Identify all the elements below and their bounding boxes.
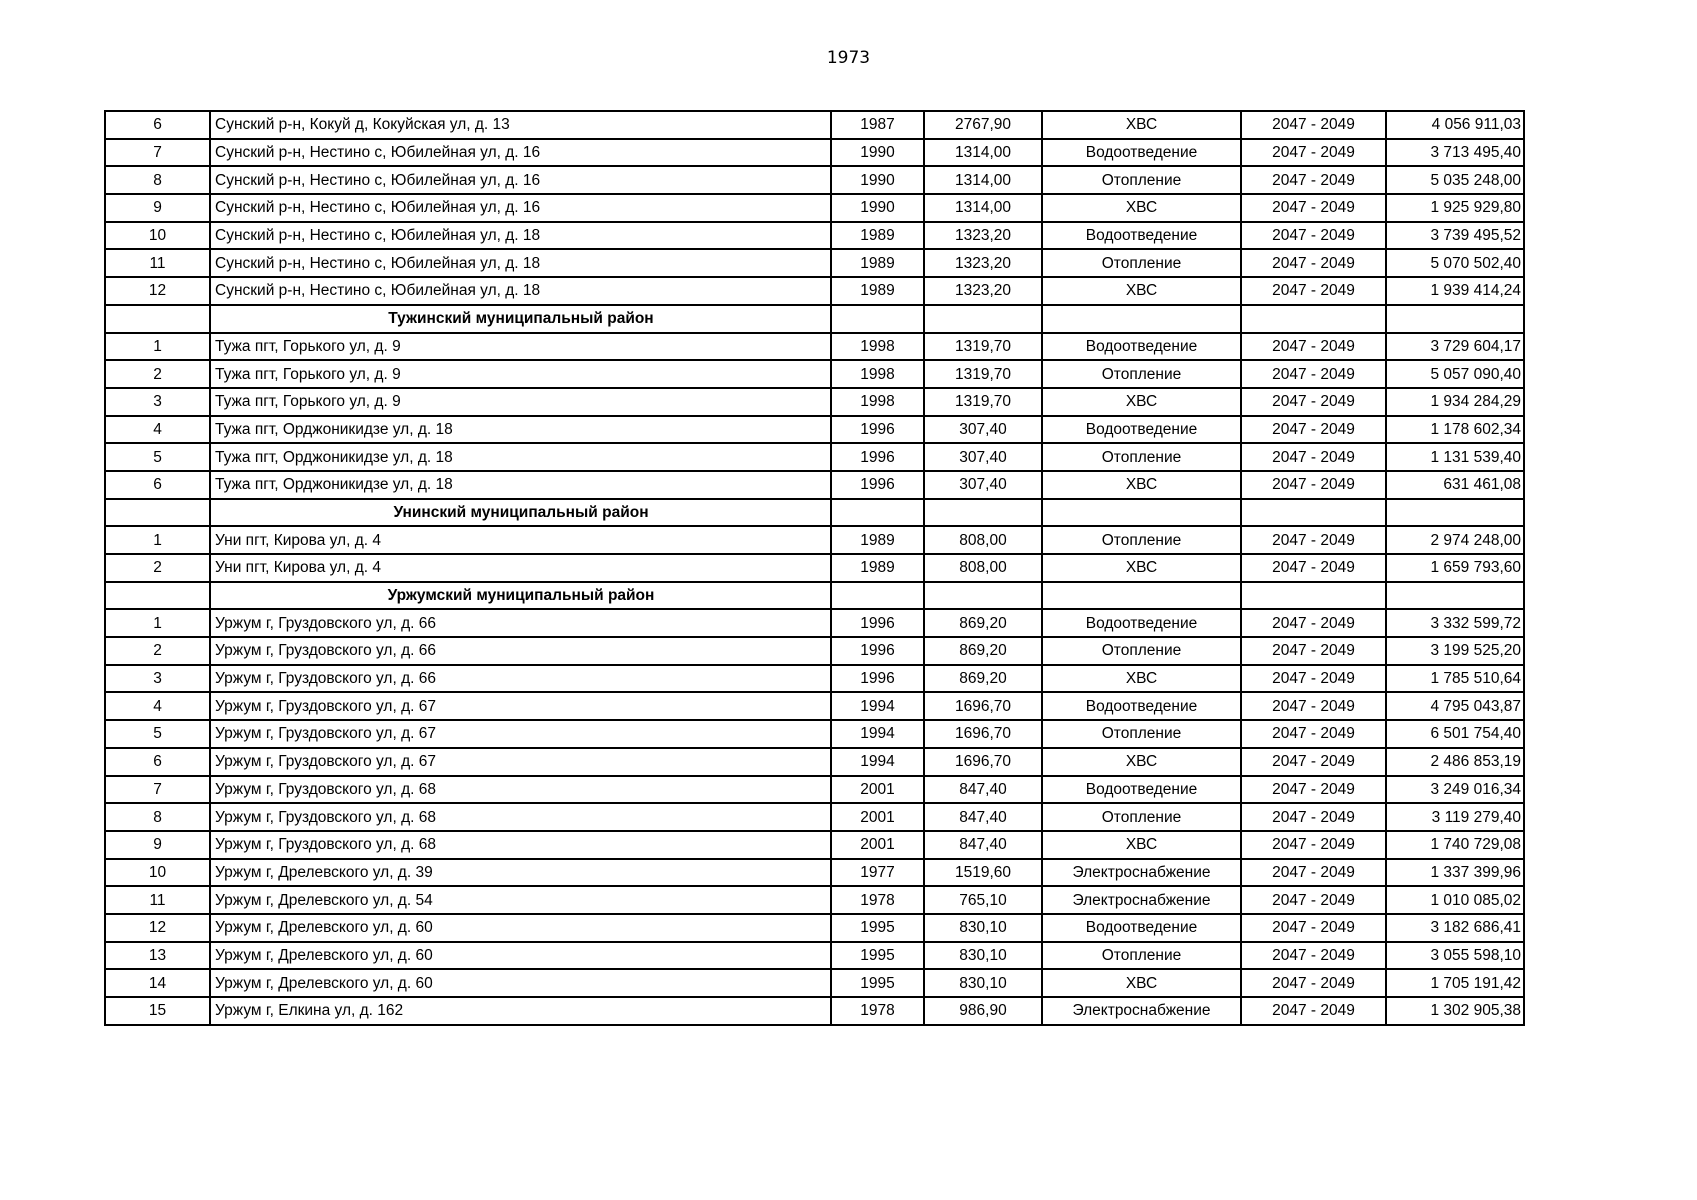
address-cell: Сунский р-н, Нестино с, Юбилейная ул, д. 16 <box>210 194 831 222</box>
table-row <box>105 554 1524 582</box>
period-cell <box>1241 582 1386 610</box>
table-row <box>105 859 1524 887</box>
address-cell: Тужа пгт, Горького ул, д. 9 <box>210 333 831 361</box>
year-cell <box>831 305 924 333</box>
service-type-cell: Водоотведение <box>1042 222 1241 250</box>
cost-cell: 2 486 853,19 <box>1386 748 1524 776</box>
table-row <box>105 831 1524 859</box>
area-cell: 1319,70 <box>924 360 1042 388</box>
table-body <box>105 111 1524 1025</box>
service-type-cell: Водоотведение <box>1042 692 1241 720</box>
address-cell: Сунский р-н, Кокуй д, Кокуйская ул, д. 13 <box>210 111 831 139</box>
year-cell: 1998 <box>831 360 924 388</box>
period-cell: 2047 - 2049 <box>1241 388 1386 416</box>
period-cell: 2047 - 2049 <box>1241 333 1386 361</box>
table-row <box>105 471 1524 499</box>
cost-cell <box>1386 582 1524 610</box>
address-cell: Уржум г, Груздовского ул, д. 66 <box>210 609 831 637</box>
cost-cell: 5 035 248,00 <box>1386 166 1524 194</box>
cost-cell: 631 461,08 <box>1386 471 1524 499</box>
table-row <box>105 139 1524 167</box>
period-cell: 2047 - 2049 <box>1241 942 1386 970</box>
table-row <box>105 665 1524 693</box>
service-type-cell: ХВС <box>1042 277 1241 305</box>
area-cell: 307,40 <box>924 416 1042 444</box>
district-name: Тужинский муниципальный район <box>210 305 831 333</box>
area-cell: 808,00 <box>924 554 1042 582</box>
area-cell: 1314,00 <box>924 194 1042 222</box>
address-cell: Уржум г, Дрелевского ул, д. 39 <box>210 859 831 887</box>
area-cell: 986,90 <box>924 997 1042 1025</box>
row-number <box>105 499 210 527</box>
row-number: 3 <box>105 665 210 693</box>
address-cell: Уржум г, Елкина ул, д. 162 <box>210 997 831 1025</box>
area-cell <box>924 582 1042 610</box>
period-cell: 2047 - 2049 <box>1241 692 1386 720</box>
service-type-cell: Отопление <box>1042 443 1241 471</box>
service-type-cell: Отопление <box>1042 942 1241 970</box>
table-row <box>105 526 1524 554</box>
row-number: 4 <box>105 416 210 444</box>
period-cell: 2047 - 2049 <box>1241 443 1386 471</box>
area-cell: 765,10 <box>924 886 1042 914</box>
area-cell: 808,00 <box>924 526 1042 554</box>
row-number: 1 <box>105 333 210 361</box>
service-type-cell: Отопление <box>1042 166 1241 194</box>
area-cell: 869,20 <box>924 665 1042 693</box>
row-number: 2 <box>105 637 210 665</box>
row-number: 10 <box>105 222 210 250</box>
cost-cell: 1 337 399,96 <box>1386 859 1524 887</box>
period-cell: 2047 - 2049 <box>1241 471 1386 499</box>
cost-cell: 6 501 754,40 <box>1386 720 1524 748</box>
period-cell: 2047 - 2049 <box>1241 665 1386 693</box>
table-row <box>105 942 1524 970</box>
row-number: 7 <box>105 776 210 804</box>
row-number: 14 <box>105 969 210 997</box>
table-row <box>105 692 1524 720</box>
address-cell: Уржум г, Груздовского ул, д. 68 <box>210 776 831 804</box>
area-cell: 830,10 <box>924 969 1042 997</box>
service-type-cell: Водоотведение <box>1042 914 1241 942</box>
period-cell: 2047 - 2049 <box>1241 748 1386 776</box>
table-row <box>105 720 1524 748</box>
year-cell: 1989 <box>831 222 924 250</box>
cost-cell: 1 934 284,29 <box>1386 388 1524 416</box>
area-cell: 1323,20 <box>924 249 1042 277</box>
table-row <box>105 443 1524 471</box>
service-type-cell <box>1042 305 1241 333</box>
period-cell <box>1241 305 1386 333</box>
cost-cell: 2 974 248,00 <box>1386 526 1524 554</box>
cost-cell: 3 332 599,72 <box>1386 609 1524 637</box>
year-cell: 1996 <box>831 609 924 637</box>
address-cell: Уржум г, Груздовского ул, д. 67 <box>210 748 831 776</box>
area-cell: 1519,60 <box>924 859 1042 887</box>
address-cell: Сунский р-н, Нестино с, Юбилейная ул, д. 18 <box>210 222 831 250</box>
service-type-cell: ХВС <box>1042 665 1241 693</box>
year-cell: 1995 <box>831 914 924 942</box>
row-number: 1 <box>105 609 210 637</box>
area-cell: 307,40 <box>924 471 1042 499</box>
address-cell: Уржум г, Дрелевского ул, д. 54 <box>210 886 831 914</box>
address-cell: Тужа пгт, Горького ул, д. 9 <box>210 360 831 388</box>
service-type-cell: Водоотведение <box>1042 333 1241 361</box>
year-cell: 1994 <box>831 748 924 776</box>
row-number: 5 <box>105 443 210 471</box>
service-type-cell: Электроснабжение <box>1042 997 1241 1025</box>
year-cell: 2001 <box>831 776 924 804</box>
table-row <box>105 388 1524 416</box>
year-cell: 1994 <box>831 720 924 748</box>
table-row <box>105 194 1524 222</box>
cost-cell: 1 302 905,38 <box>1386 997 1524 1025</box>
period-cell: 2047 - 2049 <box>1241 277 1386 305</box>
service-type-cell: ХВС <box>1042 388 1241 416</box>
district-header-row <box>105 582 1524 610</box>
service-type-cell: Отопление <box>1042 637 1241 665</box>
service-type-cell: ХВС <box>1042 554 1241 582</box>
row-number: 6 <box>105 471 210 499</box>
table-row <box>105 111 1524 139</box>
cost-cell: 3 119 279,40 <box>1386 803 1524 831</box>
row-number: 7 <box>105 139 210 167</box>
cost-cell <box>1386 305 1524 333</box>
cost-cell: 1 740 729,08 <box>1386 831 1524 859</box>
service-type-cell: ХВС <box>1042 471 1241 499</box>
period-cell: 2047 - 2049 <box>1241 859 1386 887</box>
table-row <box>105 249 1524 277</box>
row-number: 3 <box>105 388 210 416</box>
service-type-cell: Водоотведение <box>1042 416 1241 444</box>
area-cell: 847,40 <box>924 831 1042 859</box>
row-number <box>105 582 210 610</box>
area-cell: 1696,70 <box>924 720 1042 748</box>
address-cell: Уни пгт, Кирова ул, д. 4 <box>210 554 831 582</box>
area-cell: 1314,00 <box>924 139 1042 167</box>
service-type-cell: Отопление <box>1042 249 1241 277</box>
area-cell: 1319,70 <box>924 333 1042 361</box>
year-cell: 1996 <box>831 416 924 444</box>
cost-cell: 3 249 016,34 <box>1386 776 1524 804</box>
year-cell <box>831 499 924 527</box>
period-cell: 2047 - 2049 <box>1241 416 1386 444</box>
period-cell: 2047 - 2049 <box>1241 249 1386 277</box>
year-cell: 2001 <box>831 831 924 859</box>
service-type-cell <box>1042 499 1241 527</box>
row-number: 10 <box>105 859 210 887</box>
row-number: 8 <box>105 803 210 831</box>
district-header-row <box>105 499 1524 527</box>
period-cell: 2047 - 2049 <box>1241 609 1386 637</box>
row-number: 13 <box>105 942 210 970</box>
period-cell: 2047 - 2049 <box>1241 360 1386 388</box>
address-cell: Уржум г, Груздовского ул, д. 67 <box>210 720 831 748</box>
area-cell: 830,10 <box>924 942 1042 970</box>
year-cell <box>831 582 924 610</box>
address-cell: Уржум г, Дрелевского ул, д. 60 <box>210 914 831 942</box>
table-row <box>105 886 1524 914</box>
row-number: 2 <box>105 360 210 388</box>
year-cell: 1995 <box>831 969 924 997</box>
cost-cell: 3 729 604,17 <box>1386 333 1524 361</box>
year-cell: 1996 <box>831 637 924 665</box>
service-type-cell <box>1042 582 1241 610</box>
year-cell: 1995 <box>831 942 924 970</box>
table-row <box>105 609 1524 637</box>
cost-cell: 1 705 191,42 <box>1386 969 1524 997</box>
year-cell: 1996 <box>831 665 924 693</box>
address-cell: Уржум г, Груздовского ул, д. 67 <box>210 692 831 720</box>
year-cell: 1989 <box>831 554 924 582</box>
row-number: 12 <box>105 914 210 942</box>
period-cell: 2047 - 2049 <box>1241 194 1386 222</box>
service-type-cell: Водоотведение <box>1042 609 1241 637</box>
table-row <box>105 776 1524 804</box>
year-cell: 1989 <box>831 277 924 305</box>
year-cell: 1989 <box>831 526 924 554</box>
area-cell: 869,20 <box>924 637 1042 665</box>
table-row <box>105 277 1524 305</box>
service-type-cell: Отопление <box>1042 526 1241 554</box>
address-cell: Тужа пгт, Орджоникидзе ул, д. 18 <box>210 443 831 471</box>
area-cell: 1323,20 <box>924 222 1042 250</box>
cost-cell: 4 795 043,87 <box>1386 692 1524 720</box>
area-cell: 1314,00 <box>924 166 1042 194</box>
year-cell: 1998 <box>831 388 924 416</box>
year-cell: 1990 <box>831 139 924 167</box>
address-cell: Уржум г, Груздовского ул, д. 68 <box>210 803 831 831</box>
table-row <box>105 637 1524 665</box>
table-row <box>105 748 1524 776</box>
year-cell: 1978 <box>831 886 924 914</box>
area-cell: 1323,20 <box>924 277 1042 305</box>
cost-cell <box>1386 499 1524 527</box>
address-cell: Уржум г, Груздовского ул, д. 66 <box>210 637 831 665</box>
service-type-cell: Отопление <box>1042 360 1241 388</box>
area-cell: 1696,70 <box>924 748 1042 776</box>
year-cell: 1978 <box>831 997 924 1025</box>
address-cell: Тужа пгт, Орджоникидзе ул, д. 18 <box>210 471 831 499</box>
address-cell: Сунский р-н, Нестино с, Юбилейная ул, д. 18 <box>210 277 831 305</box>
service-type-cell: Отопление <box>1042 720 1241 748</box>
address-cell: Тужа пгт, Орджоникидзе ул, д. 18 <box>210 416 831 444</box>
period-cell: 2047 - 2049 <box>1241 554 1386 582</box>
cost-cell: 1 925 929,80 <box>1386 194 1524 222</box>
period-cell: 2047 - 2049 <box>1241 831 1386 859</box>
repair-schedule-table <box>104 110 1525 1026</box>
period-cell: 2047 - 2049 <box>1241 803 1386 831</box>
row-number <box>105 305 210 333</box>
year-cell: 1994 <box>831 692 924 720</box>
period-cell: 2047 - 2049 <box>1241 637 1386 665</box>
service-type-cell: ХВС <box>1042 748 1241 776</box>
service-type-cell: Электроснабжение <box>1042 859 1241 887</box>
row-number: 5 <box>105 720 210 748</box>
row-number: 1 <box>105 526 210 554</box>
row-number: 11 <box>105 249 210 277</box>
year-cell: 1989 <box>831 249 924 277</box>
year-cell: 1996 <box>831 471 924 499</box>
area-cell: 2767,90 <box>924 111 1042 139</box>
area-cell <box>924 499 1042 527</box>
cost-cell: 1 010 085,02 <box>1386 886 1524 914</box>
period-cell: 2047 - 2049 <box>1241 886 1386 914</box>
area-cell: 830,10 <box>924 914 1042 942</box>
address-cell: Уржум г, Груздовского ул, д. 66 <box>210 665 831 693</box>
cost-cell: 3 055 598,10 <box>1386 942 1524 970</box>
area-cell: 1696,70 <box>924 692 1042 720</box>
period-cell: 2047 - 2049 <box>1241 526 1386 554</box>
area-cell: 1319,70 <box>924 388 1042 416</box>
service-type-cell: Водоотведение <box>1042 776 1241 804</box>
row-number: 6 <box>105 111 210 139</box>
year-cell: 1990 <box>831 194 924 222</box>
period-cell: 2047 - 2049 <box>1241 914 1386 942</box>
address-cell: Уни пгт, Кирова ул, д. 4 <box>210 526 831 554</box>
period-cell <box>1241 499 1386 527</box>
page-number: 1973 <box>826 48 871 68</box>
area-cell <box>924 305 1042 333</box>
period-cell: 2047 - 2049 <box>1241 997 1386 1025</box>
period-cell: 2047 - 2049 <box>1241 139 1386 167</box>
year-cell: 1998 <box>831 333 924 361</box>
row-number: 8 <box>105 166 210 194</box>
row-number: 4 <box>105 692 210 720</box>
row-number: 15 <box>105 997 210 1025</box>
row-number: 6 <box>105 748 210 776</box>
row-number: 9 <box>105 831 210 859</box>
year-cell: 2001 <box>831 803 924 831</box>
table-row <box>105 914 1524 942</box>
address-cell: Тужа пгт, Горького ул, д. 9 <box>210 388 831 416</box>
year-cell: 1996 <box>831 443 924 471</box>
service-type-cell: ХВС <box>1042 194 1241 222</box>
cost-cell: 1 939 414,24 <box>1386 277 1524 305</box>
row-number: 12 <box>105 277 210 305</box>
address-cell: Сунский р-н, Нестино с, Юбилейная ул, д. 16 <box>210 139 831 167</box>
table-row <box>105 166 1524 194</box>
district-name: Унинский муниципальный район <box>210 499 831 527</box>
table-row <box>105 969 1524 997</box>
service-type-cell: Электроснабжение <box>1042 886 1241 914</box>
cost-cell: 1 785 510,64 <box>1386 665 1524 693</box>
service-type-cell: ХВС <box>1042 969 1241 997</box>
period-cell: 2047 - 2049 <box>1241 969 1386 997</box>
year-cell: 1987 <box>831 111 924 139</box>
service-type-cell: Отопление <box>1042 803 1241 831</box>
area-cell: 847,40 <box>924 776 1042 804</box>
table-row <box>105 803 1524 831</box>
district-name: Уржумский муниципальный район <box>210 582 831 610</box>
period-cell: 2047 - 2049 <box>1241 111 1386 139</box>
year-cell: 1990 <box>831 166 924 194</box>
row-number: 2 <box>105 554 210 582</box>
address-cell: Сунский р-н, Нестино с, Юбилейная ул, д. 16 <box>210 166 831 194</box>
cost-cell: 3 199 525,20 <box>1386 637 1524 665</box>
address-cell: Сунский р-н, Нестино с, Юбилейная ул, д. 18 <box>210 249 831 277</box>
year-cell: 1977 <box>831 859 924 887</box>
area-cell: 307,40 <box>924 443 1042 471</box>
row-number: 11 <box>105 886 210 914</box>
table-row <box>105 222 1524 250</box>
cost-cell: 3 182 686,41 <box>1386 914 1524 942</box>
period-cell: 2047 - 2049 <box>1241 166 1386 194</box>
period-cell: 2047 - 2049 <box>1241 222 1386 250</box>
cost-cell: 4 056 911,03 <box>1386 111 1524 139</box>
address-cell: Уржум г, Дрелевского ул, д. 60 <box>210 969 831 997</box>
table-row <box>105 997 1524 1025</box>
cost-cell: 5 057 090,40 <box>1386 360 1524 388</box>
row-number: 9 <box>105 194 210 222</box>
cost-cell: 1 131 539,40 <box>1386 443 1524 471</box>
cost-cell: 3 739 495,52 <box>1386 222 1524 250</box>
cost-cell: 1 178 602,34 <box>1386 416 1524 444</box>
service-type-cell: Водоотведение <box>1042 139 1241 167</box>
cost-cell: 1 659 793,60 <box>1386 554 1524 582</box>
table-row <box>105 416 1524 444</box>
service-type-cell: ХВС <box>1042 831 1241 859</box>
area-cell: 847,40 <box>924 803 1042 831</box>
table-row <box>105 360 1524 388</box>
cost-cell: 3 713 495,40 <box>1386 139 1524 167</box>
area-cell: 869,20 <box>924 609 1042 637</box>
address-cell: Уржум г, Дрелевского ул, д. 60 <box>210 942 831 970</box>
address-cell: Уржум г, Груздовского ул, д. 68 <box>210 831 831 859</box>
district-header-row <box>105 305 1524 333</box>
period-cell: 2047 - 2049 <box>1241 776 1386 804</box>
cost-cell: 5 070 502,40 <box>1386 249 1524 277</box>
period-cell: 2047 - 2049 <box>1241 720 1386 748</box>
service-type-cell: ХВС <box>1042 111 1241 139</box>
table-row <box>105 333 1524 361</box>
